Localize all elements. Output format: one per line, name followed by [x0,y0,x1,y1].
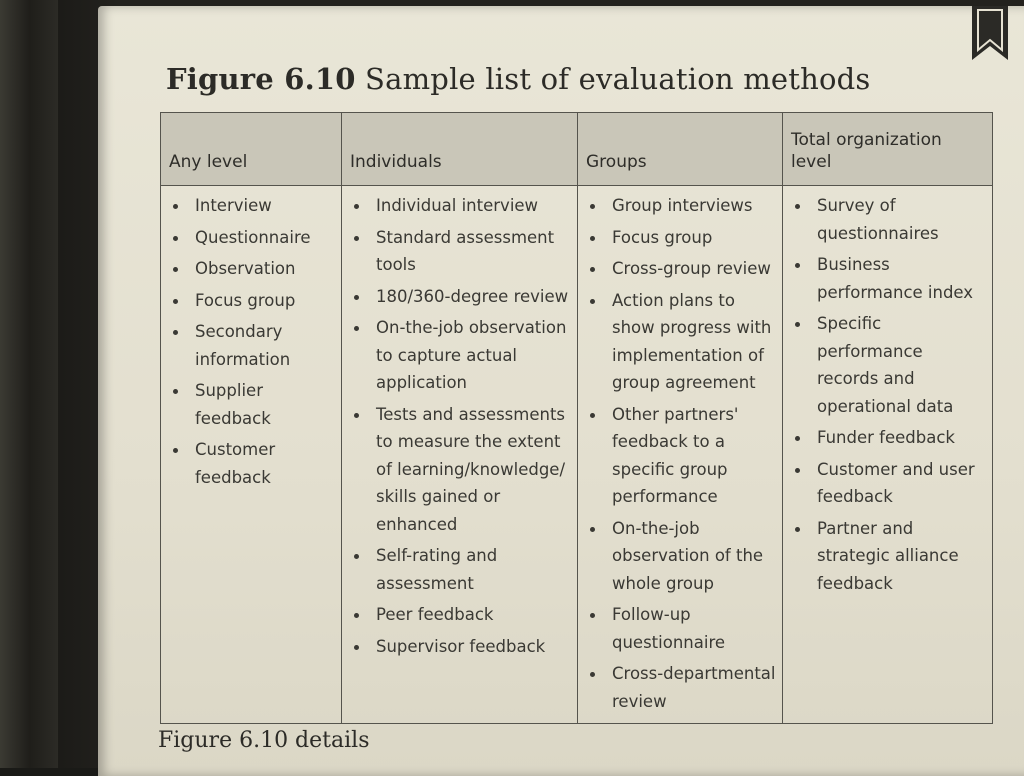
list-item: Focus group [167,287,335,315]
column-header-groups: Groups [578,113,783,186]
method-list-individuals [348,192,571,660]
list-item: Cross-departmental review [584,660,776,715]
column-header-individuals: Individuals [342,113,578,186]
column-header-total-organization: Total organization level [783,113,993,186]
list-item: On-the-job observation to capture actual application [348,314,571,397]
list-item: Tests and assessments to measure the extent of learning/knowledge/ skills gained or enhanced [348,401,571,539]
list-item: Other partners' feedback to a specific group performance [584,401,776,511]
list-item: 180/360-degree review [348,283,571,311]
list-item: Follow-up questionnaire [584,601,776,656]
figure-number: Figure 6.10 [166,62,356,96]
list-item: Customer feedback [167,436,335,491]
device-bezel [0,0,58,768]
list-item: Customer and user feedback [789,456,986,511]
list-item: Observation [167,255,335,283]
cell-total-organization [783,186,993,724]
method-list-total-organization [789,192,986,597]
list-item: Business performance index [789,251,986,306]
list-item: Supervisor feedback [348,633,571,661]
column-header-any-level: Any level [161,113,342,186]
list-item: Cross-group review [584,255,776,283]
list-item: Group interviews [584,192,776,220]
table-header-row [161,113,993,186]
cell-groups [578,186,783,724]
cell-any-level [161,186,342,724]
method-list-groups [584,192,776,715]
list-item: Focus group [584,224,776,252]
list-item: Interview [167,192,335,220]
figure-title [166,62,871,96]
list-item: Funder feedback [789,424,986,452]
list-item: Individual interview [348,192,571,220]
list-item: Peer feedback [348,601,571,629]
list-item: Action plans to show progress with implementation of group agreement [584,287,776,397]
list-item: Supplier feedback [167,377,335,432]
list-item: Survey of questionnaires [789,192,986,247]
method-list-any-level [167,192,335,491]
list-item: Partner and strategic alliance feedback [789,515,986,598]
table-body-row [161,186,993,724]
list-item: Self-rating and assessment [348,542,571,597]
list-item: On-the-job observation of the whole group [584,515,776,598]
ereader-page[interactable] [98,6,1024,776]
figure-caption[interactable]: Figure 6.10 details [158,728,370,753]
figure-title-text: Sample list of evaluation methods [365,62,871,96]
cell-individuals [342,186,578,724]
evaluation-methods-table [160,112,993,724]
bookmark-icon[interactable] [970,6,1010,62]
list-item: Secondary information [167,318,335,373]
list-item: Specific performance records and operational data [789,310,986,420]
list-item: Questionnaire [167,224,335,252]
list-item: Standard assessment tools [348,224,571,279]
